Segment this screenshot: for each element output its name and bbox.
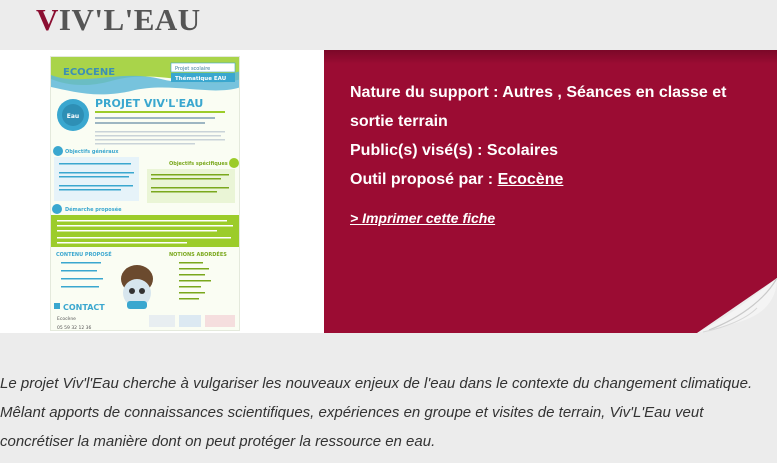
doc-contact-label: CONTACT — [63, 303, 105, 312]
public-line — [350, 136, 760, 165]
doc-project-title: PROJET VIV'L'EAU — [95, 97, 204, 110]
doc-section-steps: Démarche proposée — [65, 207, 122, 213]
page-title — [36, 2, 201, 38]
tool-label: Outil proposé par : — [350, 171, 498, 188]
doc-brand: ECOCENE — [63, 67, 116, 78]
doc-tag-bottom: Thématique EAU — [175, 76, 227, 82]
doc-contact-phone: 05 59 32 12 36 — [57, 326, 92, 331]
document-thumbnail-panel — [0, 50, 324, 333]
print-sheet-link[interactable]: > Imprimer cette fiche — [350, 210, 496, 226]
info-panel — [324, 50, 777, 333]
nature-line — [350, 78, 760, 136]
info-text — [350, 78, 760, 233]
ecocene-link[interactable]: Ecocène — [497, 171, 564, 188]
doc-section-specific: Objectifs spécifiques — [169, 161, 228, 167]
page-title-initial: V — [36, 2, 59, 37]
nature-value: Autres , Séances en classe et sortie terrain — [350, 84, 727, 130]
document-thumbnail[interactable] — [50, 56, 240, 331]
doc-section-content: CONTENU PROPOSÉ — [56, 252, 112, 258]
doc-badge-text: Eau — [66, 113, 80, 120]
doc-section-objectives: Objectifs généraux — [65, 149, 119, 155]
public-label: Public(s) visé(s) : — [350, 142, 487, 159]
project-description: Le projet Viv'l'Eau cherche à vulgariser les nouveaux enjeux de l'eau dans le contexte du changement climatique. Mêlant apports de connaissances scientifiques, expériences en groupe et visites de terrain, Viv'L'Eau veut concrétiser la manière dont on peut protéger la ressource en eau. — [0, 375, 753, 450]
doc-section-notions: NOTIONS ABORDÉES — [169, 252, 227, 258]
tool-line — [350, 165, 760, 194]
public-value: Scolaires — [486, 142, 559, 159]
nature-label: Nature du support : — [350, 84, 503, 101]
page-title-rest: IV'L'EAU — [58, 2, 201, 37]
document-preview-image — [51, 57, 240, 331]
doc-tag-top: Projet scolaire — [175, 66, 211, 72]
title-bar — [0, 0, 777, 50]
page-curl-decoration — [697, 278, 777, 333]
doc-contact-org: Ecocène — [57, 317, 76, 322]
